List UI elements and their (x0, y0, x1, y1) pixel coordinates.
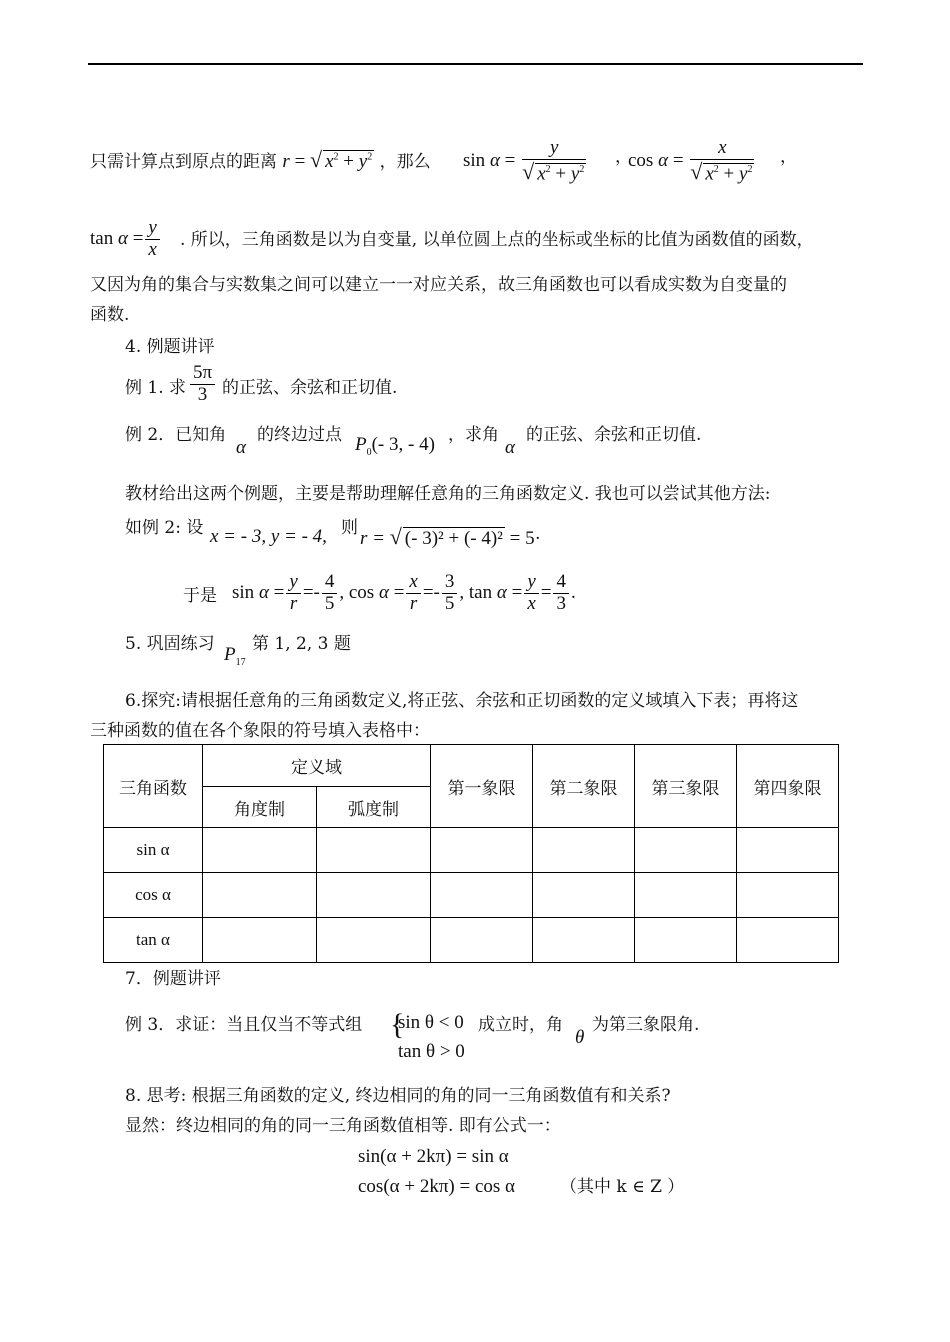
intro-then: ，那么 (379, 152, 431, 172)
example-2-b: 的终边过点 (257, 425, 342, 445)
table-cell (635, 918, 737, 963)
section-5-suffix: 第 1, 2, 3 题 (252, 634, 351, 654)
section-5-title: 5. 巩固练习 (125, 634, 215, 654)
table-cell (431, 828, 533, 873)
table-cell (203, 828, 317, 873)
table-cell (533, 918, 635, 963)
alpha-symbol-2: α (505, 437, 515, 458)
tan-definition: tan α = $\frac{y}{x}$ (90, 218, 162, 261)
theta-symbol: θ (575, 1027, 585, 1048)
textbook-note: 教材给出这两个例题，主要是帮助理解任意角的三角函数定义. 我也可以尝试其他方法: (125, 484, 771, 504)
intro-line-3: 又因为角的集合与实数集之间可以建立一一对应关系，故三角函数也可以看成实数为自变量的 (90, 275, 787, 295)
radicand: (- 3)² + (- 4)² (404, 528, 503, 549)
formula-2: cos(α + 2kπ) = cos α (358, 1176, 515, 1197)
example-3-mid: 成立时，角 (478, 1015, 563, 1035)
radius-result: = 5 (504, 528, 535, 549)
header-q1: 第一象限 (431, 745, 533, 828)
point-p0: $P_0(-$ 3, - 4) (355, 434, 435, 458)
alpha-symbol-1: α (236, 437, 246, 458)
row-label-tan: tan α (104, 918, 203, 963)
section-6-line-1: 6.探究:请根据任意角的三角函数定义,将正弦、余弦和正切函数的定义域填入下表；再将这 (125, 691, 799, 711)
example-2-d: 的正弦、余弦和正切值. (526, 425, 702, 445)
comma-1: ， (615, 147, 632, 167)
section-7-title: 7．例题讲评 (125, 969, 221, 989)
header-domain: 定义域 (203, 745, 431, 787)
condition-2: tan θ > 0 (398, 1041, 465, 1062)
condition-1: sin θ < 0 (398, 1012, 464, 1033)
table-cell (635, 828, 737, 873)
table-row (104, 828, 839, 873)
formula-1: sin(α + 2kπ) = sin α (358, 1146, 509, 1167)
ex1-numerator: 5π (190, 363, 215, 385)
row-label-cos: cos α (104, 873, 203, 918)
row-label-sin: sin α (104, 828, 203, 873)
example-1-fraction (188, 363, 217, 406)
intro-line-1 (90, 147, 431, 174)
brace: { (390, 1008, 405, 1041)
section-8-answer: 显然：终边相同的角的同一三角函数值相等. 即有公式一： (125, 1116, 561, 1136)
trig-table (103, 744, 839, 963)
formula-2-note: （其中 k ∈ Z ） (560, 1177, 685, 1197)
solution-values: x = - 3, y = - 4, (210, 526, 327, 547)
comma-2: ， (780, 147, 797, 167)
intro-text: 只需计算点到原点的距离 (90, 152, 277, 172)
example-1-prefix: 例 1. 求 (125, 378, 187, 398)
table-cell (317, 828, 431, 873)
sin-definition: sin α = $\frac{y}{√ x^2 + y^2}$ (463, 137, 585, 184)
section-4-title: 4. 例题讲评 (125, 337, 215, 357)
intro-line-2: . 所以，三角函数是以为自变量, 以单位圆上点的坐标或坐标的比值为函数值的函数， (180, 230, 814, 250)
point-coords: (- 3, - 4) (371, 434, 435, 455)
solution-radius: r = √ (- 3)² + (- 4)² = 5· (360, 524, 541, 549)
table-cell (431, 918, 533, 963)
table-cell (635, 873, 737, 918)
table-cell (203, 918, 317, 963)
so-prefix: 于是 (183, 586, 217, 606)
trig-values: sin α = $\frac{y}{r}$ =- $\frac{4}{5}$ , cos α = $\frac{x}{r}$ =- $\frac{3}{5}$ , tan α = $\frac{y}{x}$ = $\frac{4}{3}$ . (232, 571, 576, 614)
table-row (104, 918, 839, 963)
table-cell (737, 918, 839, 963)
table-cell (737, 873, 839, 918)
header-q4: 第四象限 (737, 745, 839, 828)
section-8-title: 8. 思考: 根据三角函数的定义, 终边相同的角的同一三角函数值有和关系? (125, 1086, 671, 1106)
header-degree: 角度制 (203, 787, 317, 828)
table-cell (317, 918, 431, 963)
header-q2: 第二象限 (533, 745, 635, 828)
header-rule (88, 63, 863, 65)
table-cell (737, 828, 839, 873)
table-row (104, 873, 839, 918)
intro-line-4: 函数. (90, 305, 130, 325)
table-cell (317, 873, 431, 918)
header-radian: 弧度制 (317, 787, 431, 828)
example-3-suffix: 为第三象限角. (592, 1015, 700, 1035)
solution-then: 则 (341, 518, 358, 538)
table-header-row-1 (104, 745, 839, 787)
section-6-line-2: 三种函数的值在各个象限的符号填入表格中： (90, 721, 430, 741)
r-label: r = (360, 528, 390, 549)
example-2-c: ，求角 (448, 425, 499, 445)
distance-formula: r = √ $x^2 + y^2$ (282, 147, 373, 172)
page-ref: $P_{17}$ (224, 644, 246, 668)
ex1-denominator: 3 (197, 383, 208, 405)
header-q3: 第三象限 (635, 745, 737, 828)
page-ref-sub: 17 (235, 656, 246, 668)
cos-definition: cos α = $\frac{x}{√ x^2 + y^2}$ (628, 137, 753, 184)
solution-prefix: 如例 2: 设 (125, 518, 204, 538)
table-cell (203, 873, 317, 918)
table-cell (431, 873, 533, 918)
example-2-a: 例 2．已知角 (125, 425, 227, 445)
table-cell (533, 873, 635, 918)
header-function: 三角函数 (104, 745, 203, 828)
example-3-prefix: 例 3．求证：当且仅当不等式组 (125, 1015, 363, 1035)
example-1-suffix: 的正弦、余弦和正切值. (222, 378, 398, 398)
table-cell (533, 828, 635, 873)
